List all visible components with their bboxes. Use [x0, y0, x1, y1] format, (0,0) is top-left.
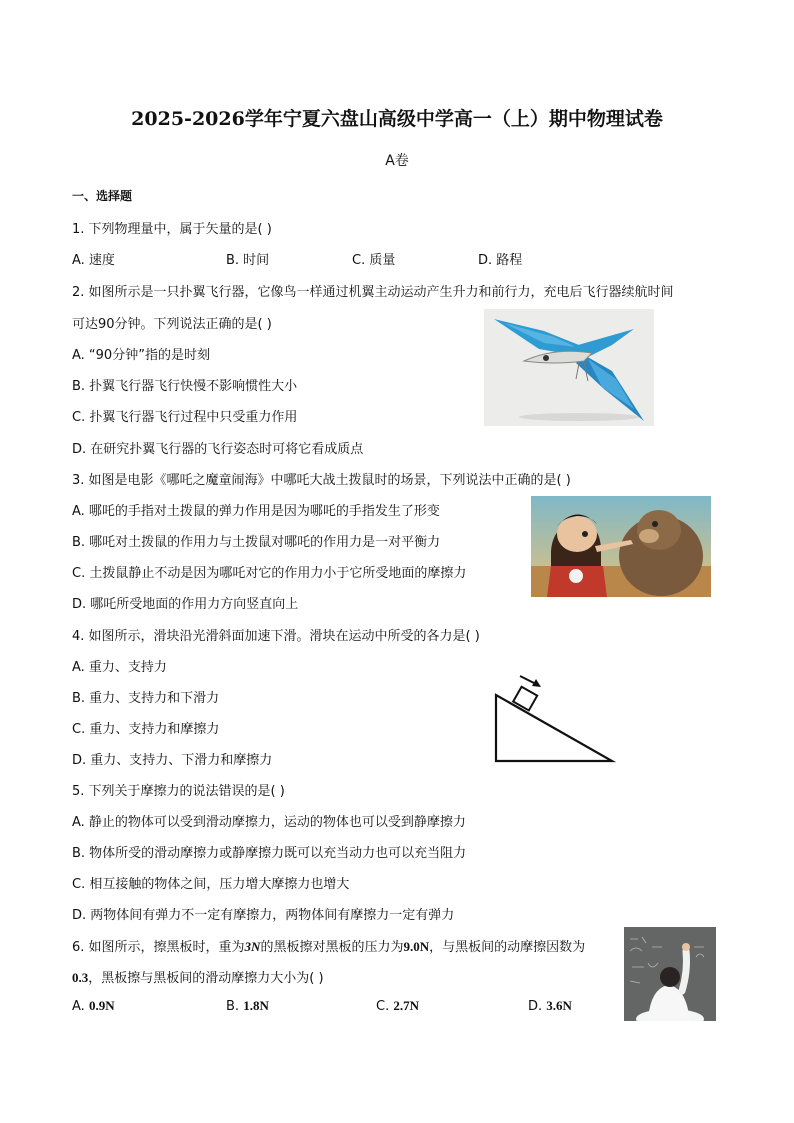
option-letter: B. — [226, 999, 240, 1014]
section-heading: 一、选择题 — [72, 189, 133, 203]
question-6-option-d — [528, 998, 572, 1014]
page-subtitle: A卷 — [385, 153, 409, 169]
question-5-stem: 5. 下列关于摩擦力的说法错误的是( ) — [72, 784, 285, 799]
question-3-option-c: C. 土拨鼠静止不动是因为哪吒对它的作用力小于它所受地面的摩擦力 — [72, 566, 467, 581]
question-4-option-a: A. 重力、支持力 — [72, 660, 167, 675]
question-6-stem-part-1: 6. 如图所示，擦黑板时，重为 — [72, 940, 245, 955]
question-2-option-c: C. 扑翼飞行器飞行过程中只受重力作用 — [72, 410, 298, 425]
question-1-option-b: B. 时间 — [226, 253, 270, 268]
question-1-option-a: A. 速度 — [72, 253, 115, 268]
question-4-stem: 4. 如图所示，滑块沿光滑斜面加速下滑。滑块在运动中所受的各力是( ) — [72, 629, 480, 644]
question-2-option-d: D. 在研究扑翼飞行器的飞行姿态时可将它看成质点 — [72, 442, 364, 457]
question-6-option-b — [226, 998, 269, 1014]
question-5-option-c: C. 相互接触的物体之间，压力增大摩擦力也增大 — [72, 877, 350, 892]
option-value: 0.9N — [88, 998, 115, 1013]
question-3-option-b: B. 哪吒对土拨鼠的作用力与土拨鼠对哪吒的作用力是一对平衡力 — [72, 535, 441, 550]
incline-diagram-icon — [490, 667, 620, 767]
question-6-stem-part-3: ，与黑板间的动摩擦因数为 — [429, 940, 586, 955]
option-value: 1.8N — [243, 998, 269, 1013]
option-letter: D. — [528, 999, 543, 1014]
question-3-stem: 3. 如图是电影《哪吒之魔童闹海》中哪吒大战土拨鼠时的场景，下列说法中正确的是( ) — [72, 473, 571, 488]
question-6-option-c — [376, 998, 419, 1014]
option-value: 3.6N — [546, 998, 572, 1013]
option-letter: A. — [72, 999, 85, 1014]
option-letter: C. — [376, 999, 390, 1014]
question-1-option-c: C. 质量 — [352, 253, 396, 268]
option-value: 2.7N — [393, 998, 419, 1013]
question-1-option-d: D. 路程 — [478, 253, 523, 268]
question-2-stem-line-2: 可达90分钟。下列说法正确的是( ) — [72, 317, 272, 332]
question-6-stem-line-2 — [72, 967, 324, 986]
question-6-coefficient: 0.3 — [72, 970, 89, 985]
question-5-option-d: D. 两物体间有弹力不一定有摩擦力，两物体间有摩擦力一定有弹力 — [72, 908, 455, 923]
question-2-option-b: B. 扑翼飞行器飞行快慢不影响惯性大小 — [72, 379, 298, 394]
ornithopter-icon — [484, 309, 654, 426]
question-4-option-b: B. 重力、支持力和下滑力 — [72, 691, 220, 706]
question-6-pressure: 9.0N — [403, 939, 430, 954]
question-3-option-a: A. 哪吒的手指对土拨鼠的弹力作用是因为哪吒的手指发生了形变 — [72, 504, 440, 519]
question-5-option-b: B. 物体所受的滑动摩擦力或静摩擦力既可以充当动力也可以充当阻力 — [72, 846, 467, 861]
chalkboard-icon — [624, 927, 716, 1021]
question-4-option-d: D. 重力、支持力、下滑力和摩擦力 — [72, 753, 273, 768]
question-6-stem-part-2: 的黑板擦对黑板的压力为 — [260, 940, 404, 955]
question-3-option-d: D. 哪吒所受地面的作用力方向竖直向上 — [72, 597, 299, 612]
question-2-option-a: A. “90分钟”指的是时刻 — [72, 348, 210, 363]
question-2-stem-line-1: 2. 如图所示是一只扑翼飞行器，它像鸟一样通过机翼主动运动产生升力和前行力，充电后飞行器续航时间 — [72, 285, 674, 300]
movie-scene-icon — [531, 496, 711, 597]
question-5-option-a: A. 静止的物体可以受到滑动摩擦力，运动的物体也可以受到静摩擦力 — [72, 815, 466, 830]
question-6-stem-part-4: ，黑板擦与黑板间的滑动摩擦力大小为( ) — [88, 971, 324, 986]
question-1-stem: 1. 下列物理量中，属于矢量的是( ) — [72, 222, 272, 237]
question-4-option-c: C. 重力、支持力和摩擦力 — [72, 722, 220, 737]
question-6-weight: 3N — [244, 939, 261, 954]
question-6-option-a — [72, 998, 115, 1014]
question-6-stem-line-1 — [72, 936, 585, 955]
page-title: 2025-2026学年宁夏六盘山高级中学高一（上）期中物理试卷 — [131, 108, 663, 130]
